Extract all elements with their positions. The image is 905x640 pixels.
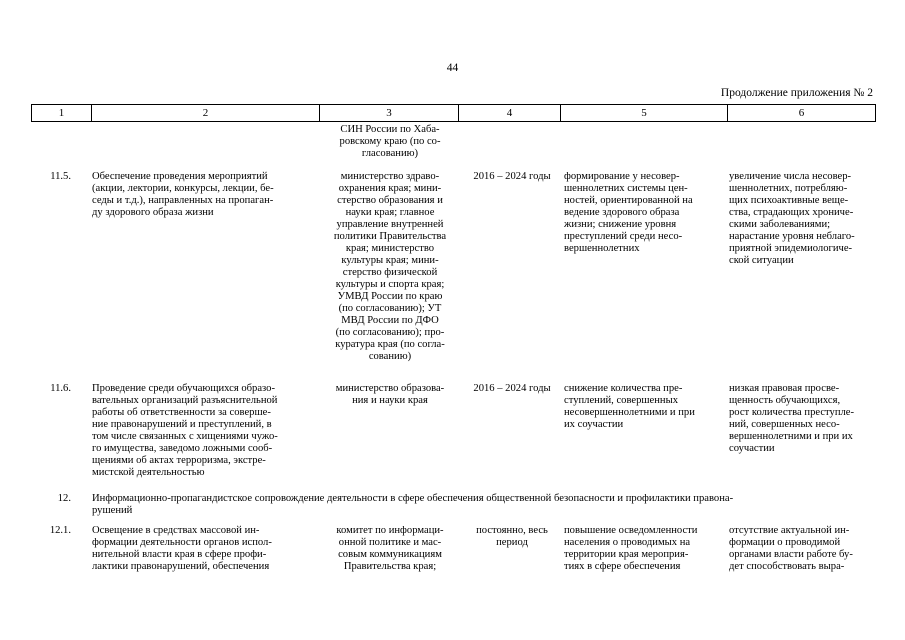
row-period: постоянно, весь период [476,525,548,548]
row-result: снижение количества пре- ступлений, совершенных несовершеннолетними и при их соучастии [564,383,695,430]
column-header-row [31,104,876,122]
column-header-6: 6 [728,105,876,122]
page-number: 44 [446,62,459,74]
row-executor: комитет по информаци- онной политике и мас- совым коммуникациям Правительства края; [336,525,444,572]
row-number: 11.6. [50,383,71,394]
row-number: 11.5. [50,171,71,182]
row-period: 2016 – 2024 годы [473,383,551,394]
section-title: Информационно-пропагандистское сопровождение деятельности в сфере обеспечения общественной безопасности и профилактики правона- рушений [92,493,734,516]
column-header-5: 5 [561,105,728,122]
row-number: 12.1. [49,525,71,536]
row-consequence: низкая правовая просве- щенность обучающихся, рост количества преступле- ний, совершенных несо- вершеннолетними и при их соучастии [729,383,855,454]
column-header-1: 1 [32,105,92,122]
section-number: 12. [57,493,71,504]
row-measure: Обеспечение проведения мероприятий (акции, лектории, конкурсы, лекции, бе- седы и т.д.), направленных на пропаган- ду здорового образа жизни [92,171,274,218]
row-measure: Проведение среди обучающихся образо- вательных организаций разъяснительной работы об ответственности за соверше- ние правонарушений и преступлений, в том числе связанных с хищениями чужо- го имущества, заведомо ложными сооб- щениями об актах терроризма, экстре- мистской деятельностью [92,383,278,478]
continuation-note: Продолжение приложения № 2 [720,87,873,99]
column-header-3: 3 [320,105,459,122]
column-header-4: 4 [459,105,561,122]
column-header-2: 2 [92,105,320,122]
top-col3-continuation: СИН России по Хаба- ровскому краю (по со- гласованию) [339,124,441,159]
row-consequence: отсутствие актуальной ин- формации о проводимой органами власти работе бу- дет способствовать выра- [729,525,853,572]
row-executor: министерство здраво- охранения края; мини- стерство образования и науки края; главное управление внутренней политики Правительства края; министерство культуры края; мини- стерство физической культуры и спорта края; УМВД России по краю (по согласованию); УТ МВД России по ДФО (по согласованию); про- куратура края (по согла- сованию) [333,171,447,362]
row-result: формирование у несовер- шеннолетних системы цен- ностей, ориентированной на ведение здорового образа жизни; снижение уровня преступлений среди несо- вершеннолетних [564,171,693,254]
row-period: 2016 – 2024 годы [473,171,551,182]
row-result: повышение осведомленности населения о проводимых на территории края мероприя- тиях в сфере обеспечения [564,525,698,572]
row-executor: министерство образова- ния и науки края [335,383,445,406]
row-measure: Освещение в средствах массовой ин- формации деятельности органов испол- нительной власти края в сфере профи- лактики правонарушений, обеспечения [92,525,272,572]
row-consequence: увеличение числа несовер- шеннолетних, потребляю- щих психоактивные веще- ства, страдающих хрониче- скими заболеваниями; нарастание уровня неблаго- приятной эпидемиологиче- ской ситуации [729,171,855,266]
